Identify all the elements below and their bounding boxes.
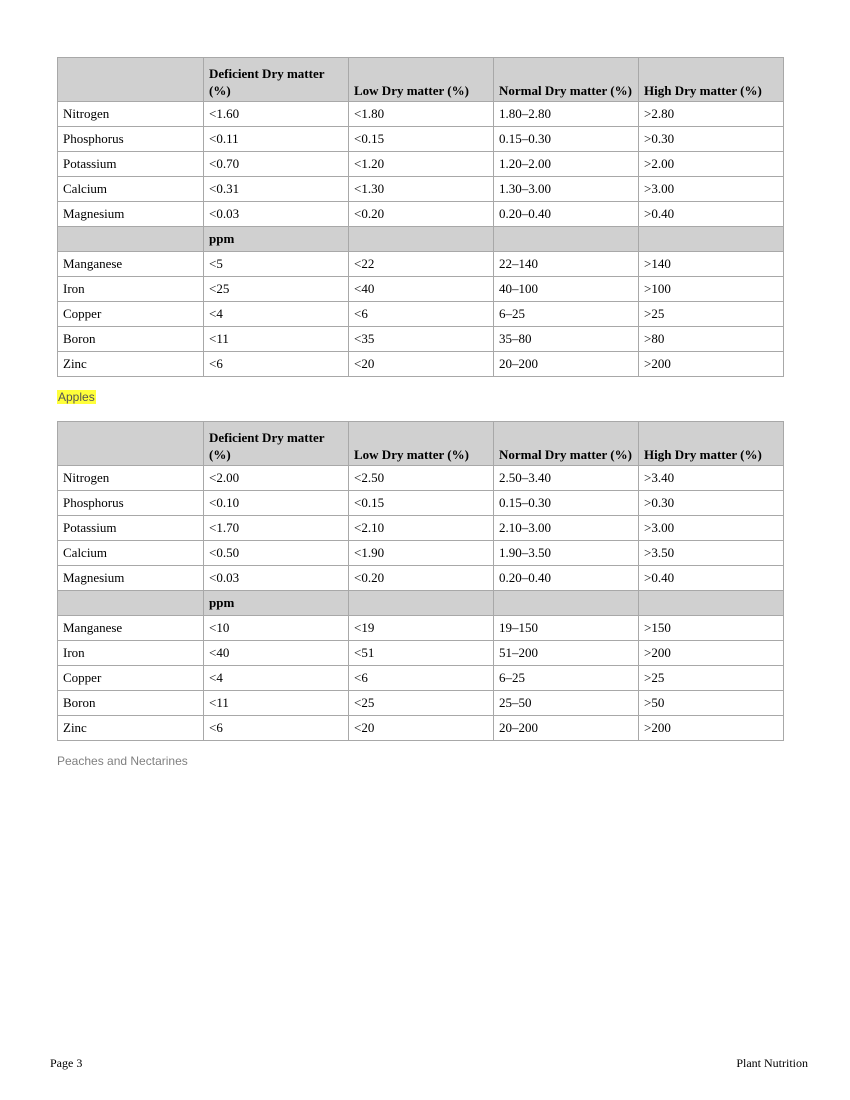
table-cell: >2.80 [639, 102, 784, 127]
table-cell: 20–200 [494, 716, 639, 741]
table-cell [494, 227, 639, 252]
table-row [58, 127, 784, 152]
table-cell: <6 [349, 666, 494, 691]
table-cell: <0.50 [204, 541, 349, 566]
ppm-subheader-label: ppm [204, 227, 349, 252]
header-cell: Deficient Dry matter (%) [204, 422, 349, 466]
table-cell: >3.40 [639, 466, 784, 491]
table-cell: Zinc [58, 716, 204, 741]
table-cell: <4 [204, 666, 349, 691]
table-cell: 20–200 [494, 352, 639, 377]
table-cell: >0.30 [639, 491, 784, 516]
table-cell: Nitrogen [58, 466, 204, 491]
table-cell: <0.15 [349, 127, 494, 152]
table-row [58, 691, 784, 716]
table-cell: 19–150 [494, 616, 639, 641]
table-cell: >100 [639, 277, 784, 302]
table-cell [58, 227, 204, 252]
table-row [58, 716, 784, 741]
table-cell: 0.20–0.40 [494, 566, 639, 591]
table-cell: >25 [639, 666, 784, 691]
table-cell: <2.00 [204, 466, 349, 491]
table-cell: <6 [204, 716, 349, 741]
table-row [58, 177, 784, 202]
header-cell: Low Dry matter (%) [349, 58, 494, 102]
table-cell: <6 [349, 302, 494, 327]
table-row [58, 277, 784, 302]
table-cell: <5 [204, 252, 349, 277]
table-cell: Phosphorus [58, 491, 204, 516]
nutrient-table-2 [57, 421, 784, 741]
table-cell: Magnesium [58, 202, 204, 227]
table-cell: <10 [204, 616, 349, 641]
table-cell: >3.50 [639, 541, 784, 566]
table-cell: >150 [639, 616, 784, 641]
table-row [58, 352, 784, 377]
table-cell: <0.15 [349, 491, 494, 516]
table-cell: Manganese [58, 252, 204, 277]
table-cell: <0.03 [204, 202, 349, 227]
table-cell: 22–140 [494, 252, 639, 277]
table-cell: <0.20 [349, 566, 494, 591]
table-cell [349, 227, 494, 252]
table-cell: 1.30–3.00 [494, 177, 639, 202]
table-cell: Copper [58, 666, 204, 691]
table-cell: 2.10–3.00 [494, 516, 639, 541]
table-cell: <35 [349, 327, 494, 352]
table-cell: 35–80 [494, 327, 639, 352]
table-cell: <0.20 [349, 202, 494, 227]
table-cell: 2.50–3.40 [494, 466, 639, 491]
table-cell: Copper [58, 302, 204, 327]
table-cell: Manganese [58, 616, 204, 641]
table-cell: <2.10 [349, 516, 494, 541]
table-row [58, 516, 784, 541]
table-header-row [58, 58, 784, 102]
header-cell [58, 58, 204, 102]
table-cell: <11 [204, 327, 349, 352]
table-cell: Calcium [58, 541, 204, 566]
ppm-subheader-label: ppm [204, 591, 349, 616]
table-cell: <0.03 [204, 566, 349, 591]
table-cell: 0.15–0.30 [494, 127, 639, 152]
table-row [58, 302, 784, 327]
table-header-row [58, 422, 784, 466]
header-cell: Normal Dry matter (%) [494, 422, 639, 466]
table-cell: <1.30 [349, 177, 494, 202]
table-row [58, 541, 784, 566]
page-number: Page 3 [50, 1056, 83, 1070]
table-cell: >2.00 [639, 152, 784, 177]
table-cell: <22 [349, 252, 494, 277]
table-cell [639, 591, 784, 616]
table-cell: 51–200 [494, 641, 639, 666]
header-cell: High Dry matter (%) [639, 422, 784, 466]
table-cell: Phosphorus [58, 127, 204, 152]
table-cell: <6 [204, 352, 349, 377]
table-cell: <0.10 [204, 491, 349, 516]
header-cell: Low Dry matter (%) [349, 422, 494, 466]
table-cell: <25 [349, 691, 494, 716]
table-cell: <40 [349, 277, 494, 302]
table-cell: >25 [639, 302, 784, 327]
table-cell: <51 [349, 641, 494, 666]
header-cell: Normal Dry matter (%) [494, 58, 639, 102]
table-cell: Boron [58, 327, 204, 352]
document-title-footer: Plant Nutrition [736, 1056, 808, 1070]
table-cell: >3.00 [639, 516, 784, 541]
table-cell: <4 [204, 302, 349, 327]
table-cell [349, 591, 494, 616]
table-cell: <1.70 [204, 516, 349, 541]
table-cell [494, 591, 639, 616]
table-cell: <0.31 [204, 177, 349, 202]
table-cell: Iron [58, 641, 204, 666]
table-row [58, 641, 784, 666]
section-caption-apples: Apples [58, 390, 95, 404]
table-cell: <0.11 [204, 127, 349, 152]
header-cell [58, 422, 204, 466]
table-row [58, 491, 784, 516]
table-cell: Nitrogen [58, 102, 204, 127]
ppm-subheader-row [58, 227, 784, 252]
table-cell: >3.00 [639, 177, 784, 202]
table-row [58, 466, 784, 491]
table-cell: <1.80 [349, 102, 494, 127]
table-cell: Calcium [58, 177, 204, 202]
table-cell: 1.80–2.80 [494, 102, 639, 127]
table-cell [639, 227, 784, 252]
table-cell: >140 [639, 252, 784, 277]
table-row [58, 666, 784, 691]
table-cell: 0.20–0.40 [494, 202, 639, 227]
table-cell: >200 [639, 352, 784, 377]
table-cell: <1.20 [349, 152, 494, 177]
table-cell: <40 [204, 641, 349, 666]
table-cell: 25–50 [494, 691, 639, 716]
table-cell [58, 591, 204, 616]
table-cell: >200 [639, 716, 784, 741]
table-cell: 0.15–0.30 [494, 491, 639, 516]
table-cell: >0.40 [639, 566, 784, 591]
section-caption-peaches: Peaches and Nectarines [57, 754, 188, 768]
table-cell: <20 [349, 352, 494, 377]
table-cell: <0.70 [204, 152, 349, 177]
table-cell: Zinc [58, 352, 204, 377]
table-cell: 1.90–3.50 [494, 541, 639, 566]
table-cell: 6–25 [494, 302, 639, 327]
header-cell: Deficient Dry matter (%) [204, 58, 349, 102]
table-cell: <1.90 [349, 541, 494, 566]
table-cell: <2.50 [349, 466, 494, 491]
table-cell: <19 [349, 616, 494, 641]
table-cell: Iron [58, 277, 204, 302]
table-cell: <1.60 [204, 102, 349, 127]
table-cell: Potassium [58, 152, 204, 177]
table-body [58, 466, 784, 741]
table-cell: Magnesium [58, 566, 204, 591]
table-row [58, 202, 784, 227]
ppm-subheader-row [58, 591, 784, 616]
table-cell: >200 [639, 641, 784, 666]
table-cell: >0.40 [639, 202, 784, 227]
table-cell: 1.20–2.00 [494, 152, 639, 177]
table-cell: 6–25 [494, 666, 639, 691]
table-cell: 40–100 [494, 277, 639, 302]
table-cell: >80 [639, 327, 784, 352]
table-body [58, 102, 784, 377]
table-cell: >0.30 [639, 127, 784, 152]
table-cell: <11 [204, 691, 349, 716]
table-cell: Boron [58, 691, 204, 716]
table-cell: >50 [639, 691, 784, 716]
table-row [58, 252, 784, 277]
table-row [58, 566, 784, 591]
table-cell: <25 [204, 277, 349, 302]
table-cell: Potassium [58, 516, 204, 541]
nutrient-table-1 [57, 57, 784, 377]
table-row [58, 616, 784, 641]
table-row [58, 102, 784, 127]
header-cell: High Dry matter (%) [639, 58, 784, 102]
table-row [58, 327, 784, 352]
table-cell: <20 [349, 716, 494, 741]
table-row [58, 152, 784, 177]
